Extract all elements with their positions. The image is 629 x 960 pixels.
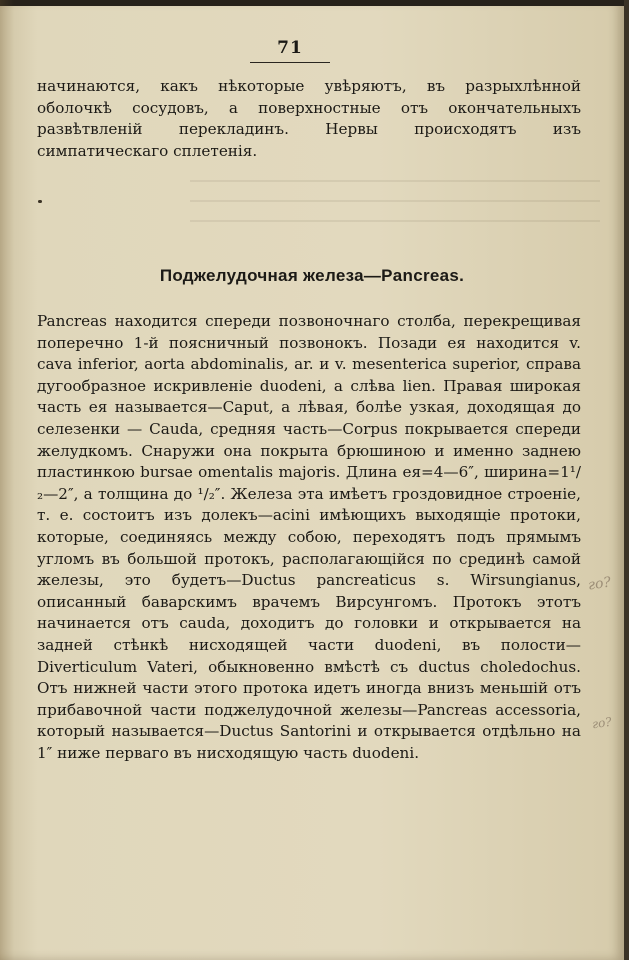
page-number-rule xyxy=(250,62,330,63)
page-number: 71 xyxy=(277,38,303,58)
ink-speck xyxy=(38,200,42,203)
margin-note: го? xyxy=(586,574,613,594)
section-heading: Поджелудочная железа—Pancreas. xyxy=(159,266,465,285)
margin-note: го? xyxy=(591,714,613,732)
section-body: Pancreas находится спереди позвоночнаго столба, перекрещивая поперечно 1-й поясничный позвонокъ. Позади ея находится v. cava inferior, aorta abdominalis, ar. и v. mesenterica superior, справа дугообразное искривленіе duodeni, а слѣва lien. Правая широкая часть ея называется—Caput, а лѣвая, болѣе узкая, доходящая до селезенки — Cauda, средняя часть—Corpus покрывается спереди желудкомъ. Снаружи она покрыта брюшиною и именно заднею пластинкою bursae omentalis majoris. Длина ея=4—6″, ширина=1¹/₂—2″, а толщина до ¹/₂″. Железа эта имѣетъ гроздовидное строеніе, т. е. состоитъ изъ долекъ—acini имѣющихъ выходящіе протоки, которые, соединяясь между собою, переходятъ подъ прямымъ угломъ въ большой протокъ, располагающійся по срединѣ самой железы, это будетъ—Ductus pancreaticus s. Wirsungianus, описанный баварскимъ врачемъ Вирсунгомъ. Протокъ этотъ начинается отъ cauda, доходитъ до головки и открывается на задней стѣнкѣ нисходящей части duodeni, въ полости—Diverticulum Vateri, обыкновенно вмѣстѣ съ ductus choledochus. Отъ нижней части этого протока идетъ иногда внизъ меньшій отъ прибавочной части поджелудочной железы—Pancreas accessoria, который называется—Ductus Santorini и открывается отдѣльно на 1″ ниже перваго въ нисходящую часть duodeni. xyxy=(37,312,581,762)
show-through-text xyxy=(190,180,600,240)
scan-top-edge xyxy=(0,0,624,6)
continuation-paragraph: начинаются, какъ нѣкоторые увѣряютъ, въ разрыхлѣнной оболочкѣ сосудовъ, а поверхностные отъ окончательныхъ развѣтвленій перекладинъ. Нервы происходятъ изъ симпатическаго сплетенія. xyxy=(37,77,581,160)
page-edge-stain xyxy=(0,0,14,960)
